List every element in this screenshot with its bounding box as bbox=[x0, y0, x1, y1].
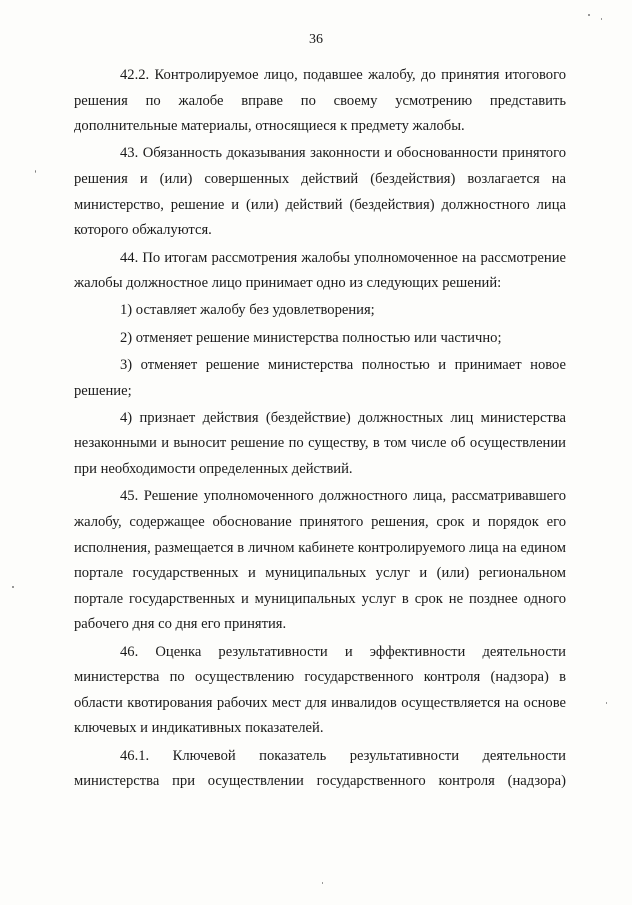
list-item-2: 2) отменяет решение министерства полностью или частично; bbox=[120, 329, 502, 346]
list-item-1: 1) оставляет жалобу без удовлетворения; bbox=[120, 302, 375, 319]
list-item-4: 4) признает действия (бездействие) должностных лиц министерства незаконными и выносит решение по существу, в том числе об осуществлении при необходимости определенных действий. bbox=[74, 409, 566, 478]
scan-speck bbox=[12, 586, 14, 588]
paragraph-42-2: 42.2. Контролируемое лицо, подавшее жалобу, до принятия итогового решения по жалобе вправе по своему усмотрению представить дополнительные материалы, относящиеся к предмету жалобы. bbox=[74, 67, 566, 135]
scan-speck bbox=[601, 18, 602, 20]
scan-speck bbox=[606, 702, 607, 704]
paragraph-43: 43. Обязанность доказывания законности и обоснованности принятого решения и (или) совершенных действий (бездействия) возлагается на министерство, решение и (или) действий (бездействия) должностного лица которого обжалуются. bbox=[74, 145, 566, 239]
paragraph-45: 45. Решение уполномоченного должностного лица, рассматривавшего жалобу, содержащее обоснование принятого решения, срок и порядок его исполнения, размещается в личном кабинете контролируемого лица на едином портале государственных и муниципальных услуг и (или) региональном портале государственных и муниципальных услуг в срок не позднее одного рабочего дня со дня его принятия. bbox=[74, 488, 566, 633]
scan-speck bbox=[588, 14, 590, 16]
page-number: 36 bbox=[309, 32, 323, 47]
scan-speck bbox=[322, 882, 323, 884]
page-body bbox=[74, 63, 566, 797]
paragraph-46: 46. Оценка результативности и эффективности деятельности министерства по осуществлению государственного контроля (надзора) в области квотирования рабочих мест для инвалидов осуществляется на основе ключевых и индикативных показателей. bbox=[74, 643, 566, 737]
paragraph-44: 44. По итогам рассмотрения жалобы уполномоченное на рассмотрение жалобы должностное лицо принимает одно из следующих решений: bbox=[74, 249, 566, 292]
paragraph-46-1: 46.1. Ключевой показатель результативности деятельности министерства при осуществлении государственного контроля (надзора) bbox=[74, 747, 566, 790]
scan-speck bbox=[35, 170, 36, 173]
list-item-3: 3) отменяет решение министерства полностью и принимает новое решение; bbox=[74, 356, 566, 399]
